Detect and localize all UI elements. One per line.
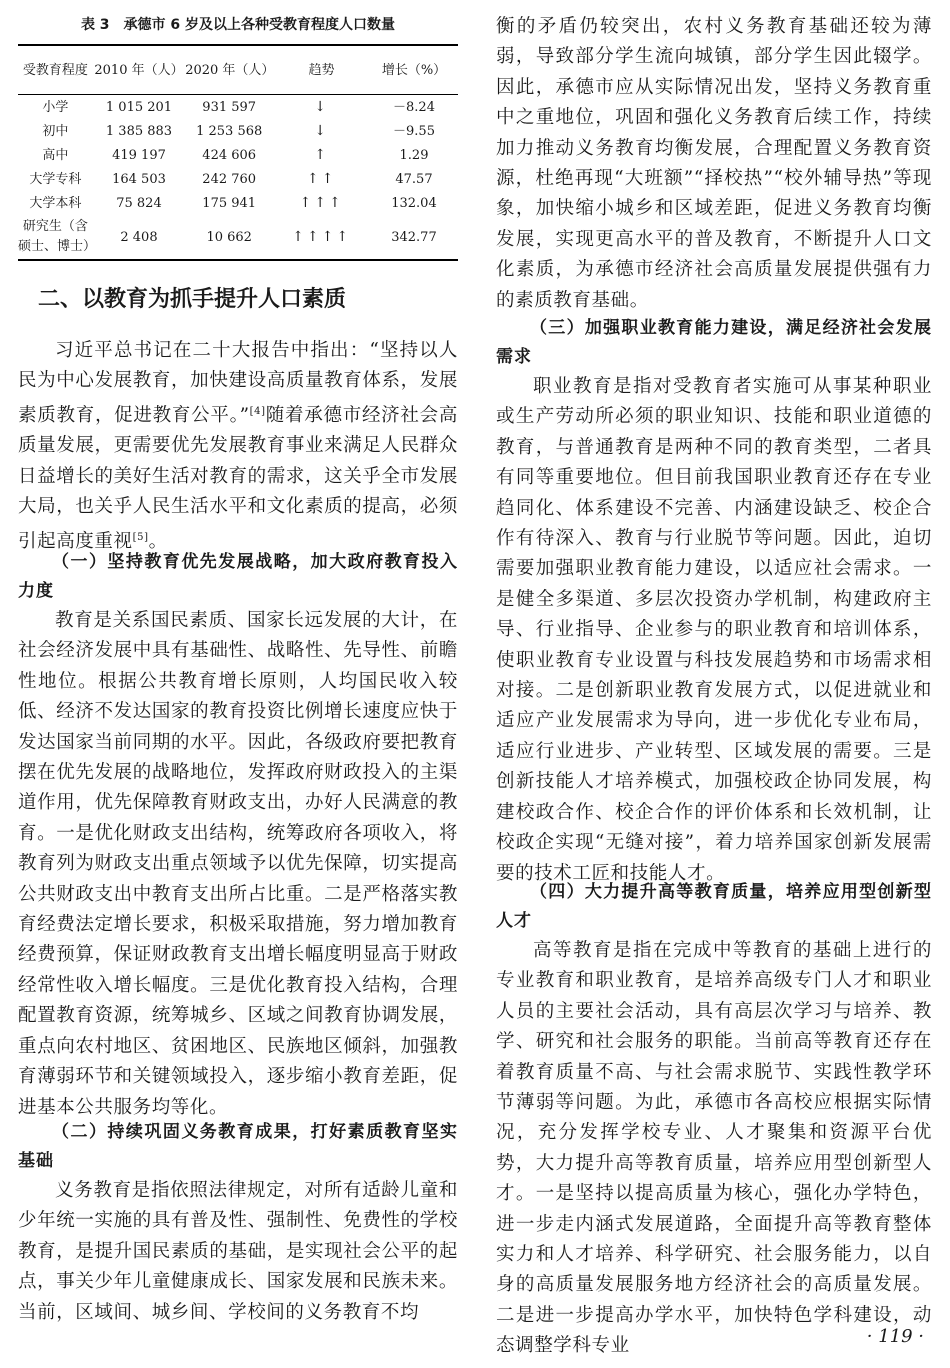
header-trend: 趋势 bbox=[308, 62, 335, 78]
cell-level: 研究生（含硕士、博士） bbox=[18, 219, 97, 254]
cell-trend: ↑↑↑ bbox=[299, 194, 344, 211]
table-row bbox=[18, 191, 458, 215]
section-title: 二、以教育为抓手提升人口素质 bbox=[38, 287, 347, 312]
intro-paragraph bbox=[18, 336, 458, 557]
header-2020: 2020 年（人） bbox=[185, 62, 275, 78]
subsection-2-body-left: 义务教育是指依照法律规定，对所有适龄儿童和少年统一实施的具有普及性、强制性、免费性的学校教育，是提升国民素质的基础，是实现社会公平的起点，事关少年儿童健康成长、国家发展和民族未来。当前，区域间、城乡间、学校间的义务教育不均 bbox=[18, 1180, 458, 1323]
cell-growth: 132.04 bbox=[391, 195, 437, 211]
cell-growth: －9.55 bbox=[393, 123, 435, 139]
cell-growth: 342.77 bbox=[391, 229, 437, 245]
cell-trend: ↓ bbox=[314, 122, 329, 139]
header-level: 受教育程度 bbox=[22, 62, 88, 78]
table-title: 表 3 承德市 6 岁及以上各种受教育程度人口数量 bbox=[80, 17, 396, 33]
cell-2010: 75 824 bbox=[116, 195, 162, 211]
subsection-4-body: 高等教育是指在完成中等教育的基础上进行的专业教育和职业教育，是培养高级专门人才和职业人员的主要社会活动，具有高层次学习与培养、教学、研究和社会服务的职能。当前高等教育还存在着教育质量不高、与社会需求脱节、实践性教学环节薄弱等问题。为此，承德市各高校应根据实际情况，充分发挥学校专业、人才聚集和资源平台优势，大力提升高等教育质量，培养应用型创新型人才。一是坚持以提高质量为核心，强化办学特色，进一步走内涵式发展道路，全面提升高等教育整体实力和人才培养、科学研究、社会服务能力，以自身的高质量发展服务地方经济社会的高质量发展。二是进一步提高办学水平，加快特色学科建设，动态调整学科专业 bbox=[496, 940, 932, 1357]
cell-level: 大学专科 bbox=[29, 171, 82, 187]
education-table bbox=[18, 44, 458, 261]
intro-continued: 随着承德市经济社会高质量发展，更需要优先发展教育事业来满足人民群众日益增长的美好生活对教育的需求，这关乎全市发展大局，也关乎人民生活水平和文化素质的提高，必须引起高度重视 bbox=[18, 404, 458, 552]
intro-text: 习近平总书记在二十大报告中指出：“坚持以人民为中心发展教育，加快建设高质量教育体系，发展素质教育，促进教育公平。” bbox=[18, 340, 458, 426]
cell-growth: 1.29 bbox=[399, 147, 429, 163]
table-row bbox=[18, 167, 458, 191]
cell-2020: 175 941 bbox=[202, 195, 257, 211]
header-growth: 增长（%） bbox=[381, 62, 447, 78]
cell-2010: 164 503 bbox=[112, 171, 166, 187]
cell-2020: 10 662 bbox=[206, 229, 252, 245]
subsection-2-body-right: 衡的矛盾仍较突出，农村义务教育基础还较为薄弱，导致部分学生流向城镇，部分学生因此辍学。因此，承德市应从实际情况出发，坚持义务教育重中之重地位，巩固和强化义务教育后续工作，持续加力推动义务教育均衡发展，合理配置义务教育资源，杜绝再现“大班额”“择校热”“校外辅导热”等现象，加快缩小城乡和区域差距，促进义务教育均衡发展，实现更高水平的普及教育，不断提升人口文化素质，为承德市经济社会高质量发展提供强有力的素质教育基础。 bbox=[496, 16, 932, 311]
cell-trend: ↑↑ bbox=[306, 170, 337, 187]
cell-trend: ↑ bbox=[314, 146, 329, 163]
table-row bbox=[18, 119, 458, 143]
cell-2010: 1 015 201 bbox=[105, 99, 173, 115]
cell-2020: 1 253 568 bbox=[196, 123, 263, 139]
subsection-3-body: 职业教育是指对受教育者实施可从事某种职业或生产劳动所必须的职业知识、技能和职业道德的教育，与普通教育是两种不同的教育类型，二者具有同等重要地位。但目前我国职业教育还存在专业趋同化、体系建设不完善、内涵建设缺乏、校企合作有待深入、教育与行业脱节等问题。因此，迫切需要加强职业教育能力建设，以适应社会需求。一是健全多渠道、多层次投资办学机制，构建政府主导、行业指导、企业参与的职业教育和培训体系，使职业教育专业设置与科技发展趋势和市场需求相对接。二是创新职业教育发展方式，以促进就业和适应产业发展需求为导向，进一步优化专业布局，适应行业进步、产业转型、区域发展的需要。三是创新技能人才培养模式，加强校政企协同发展，构建校政合作、校企合作的评价体系和长效机制，让校政企实现“无缝对接”，着力培养国家创新发展需要的技术工匠和技能人才。 bbox=[496, 376, 932, 884]
intro-end: 。 bbox=[148, 530, 168, 552]
table-row bbox=[18, 215, 458, 260]
table-header-row bbox=[18, 45, 458, 95]
cell-level: 大学本科 bbox=[29, 195, 82, 211]
subsection-1-title: （一）坚持教育优先发展战略，加大政府教育投入力度 bbox=[18, 552, 458, 601]
cell-2010: 419 197 bbox=[112, 147, 166, 163]
subsection-3-title: （三）加强职业教育能力建设，满足经济社会发展需求 bbox=[496, 318, 932, 367]
cell-trend: ↑↑↑↑ bbox=[292, 228, 352, 245]
subsection-4-title: （四）大力提升高等教育质量，培养应用型创新型人才 bbox=[496, 882, 932, 931]
cell-2020: 242 760 bbox=[202, 171, 257, 187]
cell-trend: ↓ bbox=[314, 98, 329, 115]
cell-level: 小学 bbox=[42, 99, 69, 115]
page-number: · 119 · bbox=[866, 1326, 924, 1347]
citation-5: [5] bbox=[132, 531, 149, 543]
cell-level: 高中 bbox=[42, 147, 69, 163]
cell-growth: －8.24 bbox=[393, 99, 435, 115]
cell-2010: 1 385 883 bbox=[105, 123, 173, 139]
cell-level: 初中 bbox=[42, 123, 69, 139]
cell-2020: 424 606 bbox=[202, 147, 257, 163]
table-row bbox=[18, 95, 458, 120]
subsection-1-body: 教育是关系国民素质、国家长远发展的大计，在社会经济发展中具有基础性、战略性、先导性、前瞻性地位。根据公共教育增长原则，人均国民收入较低、经济不发达国家的教育投资比例增长速度应快于发达国家当前同期的水平。因此，各级政府要把教育摆在优先发展的战略地位，发挥政府财政投入的主渠道作用，优先保障教育财政支出，办好人民满意的教育。一是优化财政支出结构，统筹政府各项收入，将教育列为财政支出重点领域予以优先保障，切实提高公共财政支出中教育支出所占比重。二是严格落实教育经费法定增长要求，积极采取措施，努力增加教育经费预算，保证财政教育支出增长幅度明显高于财政经常性收入增长幅度。三是优化教育投入结构，合理配置教育资源，统筹城乡、区域之间教育协调发展，重点向农村地区、贫困地区、民族地区倾斜，加强教育薄弱环节和关键领域投入，逐步缩小教育差距，促进基本公共服务均等化。 bbox=[18, 610, 458, 1118]
cell-growth: 47.57 bbox=[395, 171, 433, 187]
citation-4: [4] bbox=[249, 405, 266, 417]
cell-2020: 931 597 bbox=[202, 99, 257, 115]
subsection-2-title: （二）持续巩固义务教育成果，打好素质教育坚实基础 bbox=[18, 1122, 458, 1171]
cell-2010: 2 408 bbox=[120, 229, 158, 245]
table-row bbox=[18, 143, 458, 167]
header-2010: 2010 年（人） bbox=[94, 62, 184, 78]
